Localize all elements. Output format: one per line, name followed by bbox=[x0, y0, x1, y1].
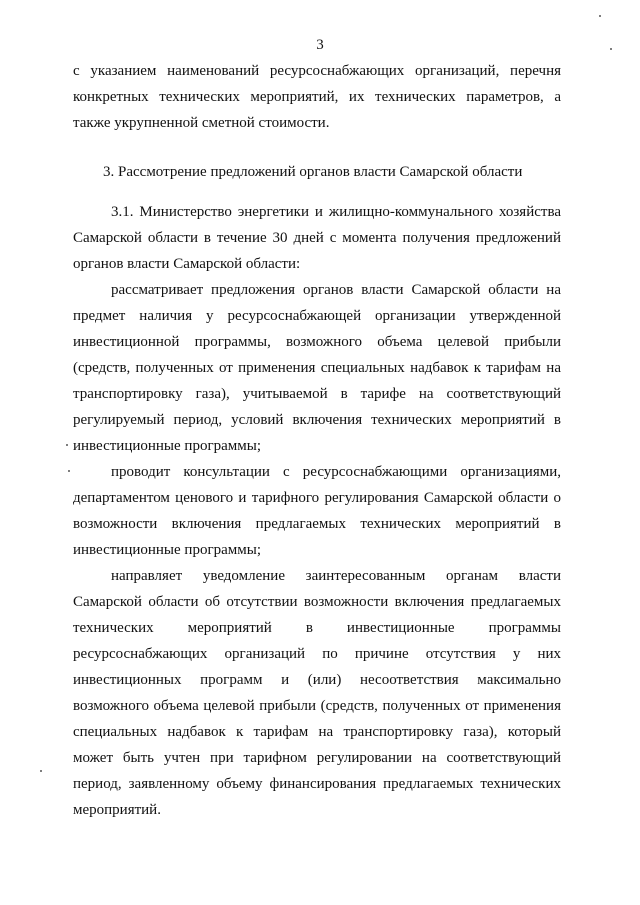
paragraph-notify-line: Самарской области об отсутствии возможности включения предлагаемых bbox=[73, 594, 561, 610]
paragraph-consult-line: проводит консультации с ресурсоснабжающими организациями, bbox=[111, 464, 561, 480]
paragraph-consult-line: инвестиционные программы; bbox=[73, 542, 261, 558]
paragraph-consider-line: регулируемый период, условий включения технических мероприятий в bbox=[73, 412, 561, 428]
scan-speck bbox=[66, 444, 68, 446]
paragraph-notify-line: период, заявленному объему финансирования предлагаемых технических bbox=[73, 776, 561, 792]
paragraph-3-1-line: 3.1. Министерство энергетики и жилищно-коммунального хозяйства bbox=[111, 204, 561, 220]
paragraph-notify-line: мероприятий. bbox=[73, 802, 161, 818]
section-heading: 3. Рассмотрение предложений органов власти Самарской области bbox=[103, 164, 523, 180]
paragraph-notify-line: возможного объема целевой прибыли (средств, полученных от применения bbox=[73, 698, 561, 714]
intro-line: конкретных технических мероприятий, их технических параметров, а bbox=[73, 89, 561, 105]
paragraph-notify-line: ресурсоснабжающих организаций по причине отсутствия у них bbox=[73, 646, 561, 662]
paragraph-consult-line: департаментом ценового и тарифного регулирования Самарской области о bbox=[73, 490, 561, 506]
paragraph-consider-line: (средств, полученных от применения специальных надбавок к тарифам на bbox=[73, 360, 561, 376]
paragraph-consider-line: рассматривает предложения органов власти Самарской области на bbox=[111, 282, 561, 298]
paragraph-3-1-line: Самарской области в течение 30 дней с момента получения предложений bbox=[73, 230, 561, 246]
paragraph-consider-line: инвестиционные программы; bbox=[73, 438, 261, 454]
paragraph-notify-line: специальных надбавок к тарифам на транспортировку газа), который bbox=[73, 724, 561, 740]
intro-line: с указанием наименований ресурсоснабжающих организаций, перечня bbox=[73, 63, 561, 79]
scan-speck bbox=[68, 470, 70, 472]
paragraph-notify-line: может быть учтен при тарифном регулировании на соответствующий bbox=[73, 750, 561, 766]
page-number: 3 bbox=[316, 37, 324, 53]
paragraph-notify-line: направляет уведомление заинтересованным органам власти bbox=[111, 568, 561, 584]
scan-speck bbox=[599, 15, 601, 17]
paragraph-consult-line: возможности включения предлагаемых технических мероприятий в bbox=[73, 516, 561, 532]
intro-line: также укрупненной сметной стоимости. bbox=[73, 115, 330, 131]
paragraph-consider-line: инвестиционной программы, возможного объема целевой прибыли bbox=[73, 334, 561, 350]
paragraph-consider-line: предмет наличия у ресурсоснабжающей организации утвержденной bbox=[73, 308, 561, 324]
paragraph-notify-line: технических мероприятий в инвестиционные программы bbox=[73, 620, 561, 636]
paragraph-notify-line: инвестиционных программ и (или) несоответствия максимально bbox=[73, 672, 561, 688]
scan-speck bbox=[40, 770, 42, 772]
scan-speck bbox=[610, 48, 612, 50]
paragraph-3-1-line: органов власти Самарской области: bbox=[73, 256, 301, 272]
paragraph-consider-line: транспортировку газа), учитываемой в тарифе на соответствующий bbox=[73, 386, 561, 402]
